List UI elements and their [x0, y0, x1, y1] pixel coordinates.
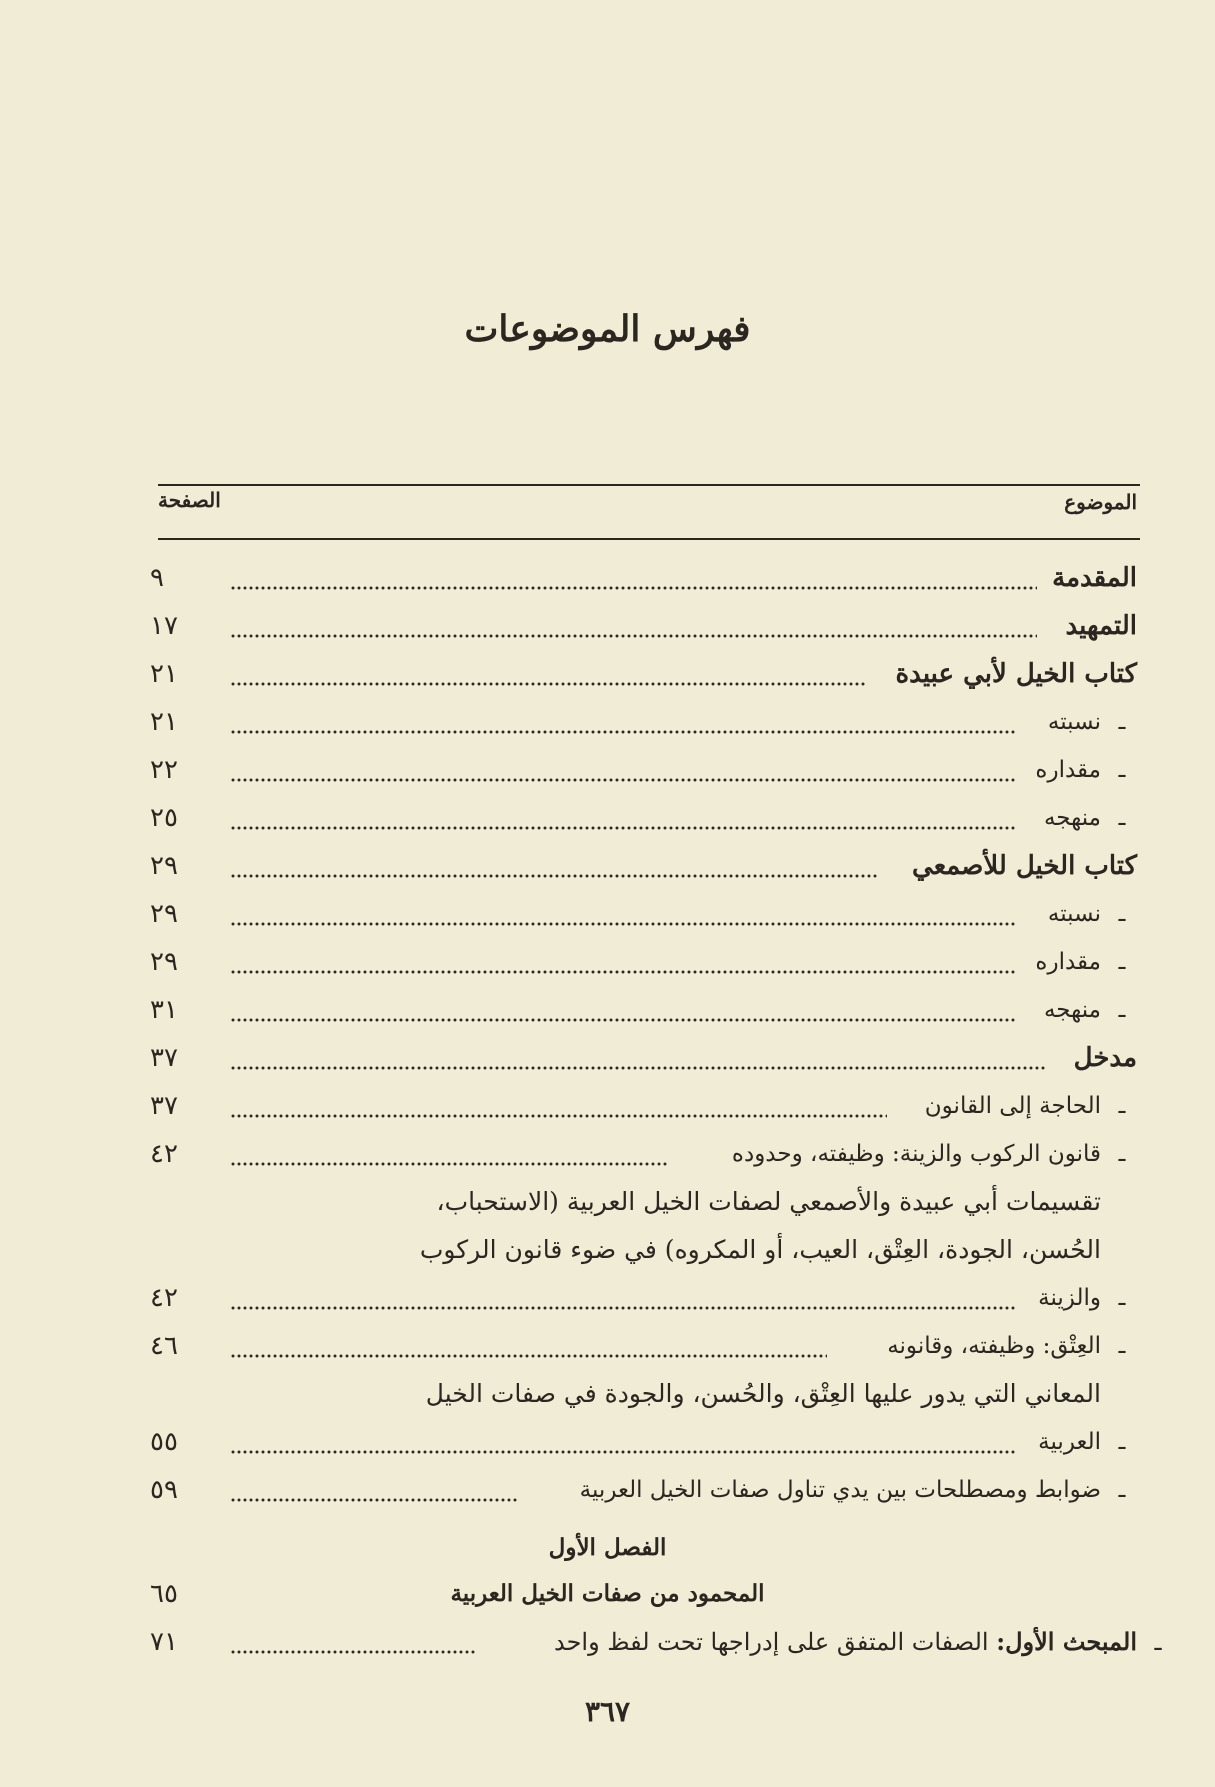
entry-title: العربية ـ [1030, 1418, 1101, 1466]
entry-page: ٧١ [150, 1627, 178, 1657]
entry-page: ٣٧ [150, 1091, 178, 1121]
toc-entry [150, 698, 1137, 746]
chapter-subtitle-row [150, 1570, 1137, 1618]
entry-title: منهجه ـ [1036, 986, 1101, 1034]
entry-title: ضوابط ومصطلحات بين يدي تناول صفات الخيل العربية ـ [572, 1466, 1101, 1514]
entry-title [546, 1618, 1137, 1666]
leader-dots [230, 1649, 477, 1655]
leader-dots [230, 1113, 887, 1119]
entry-line: الحُسن، الجودة، العِتْق، العيب، أو المكروه) في ضوء قانون الركوب [419, 1235, 1101, 1264]
page-title: فهرس الموضوعات [464, 308, 751, 350]
entry-page: ٩ [150, 563, 164, 593]
toc-entry [150, 842, 1137, 890]
entry-page: ٢١ [150, 707, 178, 737]
entry-page: ٣٧ [150, 1043, 178, 1073]
toc-entry [150, 986, 1137, 1034]
entry-page: ٦٥ [150, 1579, 178, 1609]
leader-dots [230, 921, 1017, 927]
entry-page: ١٧ [150, 611, 178, 641]
chapter-subtitle: المحمود من صفات الخيل العربية [450, 1580, 765, 1607]
entry-title: منهجه ـ [1036, 794, 1101, 842]
entry-title: مقداره ـ [1027, 938, 1101, 986]
leader-dots [230, 681, 867, 687]
column-header-topic: الموضوع [1064, 490, 1137, 514]
entry-title: قانون الركوب والزينة: وظيفته، وحدوده ـ [724, 1130, 1101, 1178]
leader-dots [230, 1353, 827, 1359]
toc-entry [150, 554, 1137, 602]
entry-title: كتاب الخيل للأصمعي [904, 842, 1137, 890]
toc-entry [150, 1322, 1137, 1370]
leader-dots [230, 585, 1037, 591]
toc-entry [150, 794, 1137, 842]
entry-page: ٢٥ [150, 803, 178, 833]
entry-page: ٢٩ [150, 851, 178, 881]
toc-entry [150, 890, 1137, 938]
leader-dots [230, 633, 1037, 639]
toc-entry [150, 650, 1137, 698]
header-top-rule [158, 484, 1140, 486]
entry-line: المعاني التي يدور عليها العِتْق، والحُسن، والجودة في صفات الخيل [425, 1379, 1101, 1408]
entry-page: ٤٢ [150, 1139, 178, 1169]
leader-dots [230, 777, 1017, 783]
entry-title: نسبته ـ [1040, 698, 1101, 746]
leader-dots [230, 825, 1017, 831]
toc-entry [150, 746, 1137, 794]
leader-dots [230, 1305, 1017, 1311]
entry-title: نسبته ـ [1040, 890, 1101, 938]
leader-dots [230, 1497, 517, 1503]
toc-entry [150, 1130, 1137, 1178]
entry-page: ٢٢ [150, 755, 178, 785]
toc-entry [150, 1082, 1137, 1130]
leader-dots [230, 969, 1017, 975]
header-bottom-rule [158, 538, 1140, 540]
toc-entry [150, 1034, 1137, 1082]
entry-page: ٤٦ [150, 1331, 178, 1361]
entry-page: ٥٩ [150, 1475, 178, 1505]
entry-title: العِتْق: وظيفته، وقانونه ـ [879, 1322, 1101, 1370]
column-header-page: الصفحة [158, 488, 221, 512]
entry-title: الحاجة إلى القانون ـ [917, 1082, 1101, 1130]
leader-dots [230, 1449, 1017, 1455]
entry-page: ٢١ [150, 659, 178, 689]
toc-entry-section [150, 1618, 1137, 1666]
toc-entry [150, 602, 1137, 650]
leader-dots [230, 729, 1017, 735]
entry-page: ٢٩ [150, 899, 178, 929]
leader-dots [230, 1161, 667, 1167]
toc-entry [150, 1274, 1137, 1322]
leader-dots [230, 873, 877, 879]
entry-page: ٥٥ [150, 1427, 178, 1457]
entry-page: ٣١ [150, 995, 178, 1025]
entry-title: والزينة ـ [1030, 1274, 1101, 1322]
page-number: ٣٦٧ [584, 1695, 631, 1728]
section-text: الصفات المتفق على إدراجها تحت لفظ واحد [553, 1628, 989, 1656]
entry-title: كتاب الخيل لأبي عبيدة [888, 650, 1137, 698]
section-lead: المبحث الأول: [996, 1627, 1137, 1656]
entry-title: مدخل [1066, 1034, 1137, 1082]
toc-entry [150, 1418, 1137, 1466]
leader-dots [230, 1065, 1047, 1071]
toc-entry [150, 1466, 1137, 1514]
chapter-heading: الفصل الأول [548, 1534, 667, 1561]
entry-line: تقسيمات أبي عبيدة والأصمعي لصفات الخيل العربية (الاستحباب، [436, 1187, 1101, 1216]
leader-dots [230, 1017, 1017, 1023]
entry-title: المقدمة [1044, 554, 1137, 602]
toc-entry [150, 938, 1137, 986]
entry-title: التمهيد [1058, 602, 1138, 650]
entry-title: مقداره ـ [1027, 746, 1101, 794]
entry-page: ٤٢ [150, 1283, 178, 1313]
entry-page: ٢٩ [150, 947, 178, 977]
